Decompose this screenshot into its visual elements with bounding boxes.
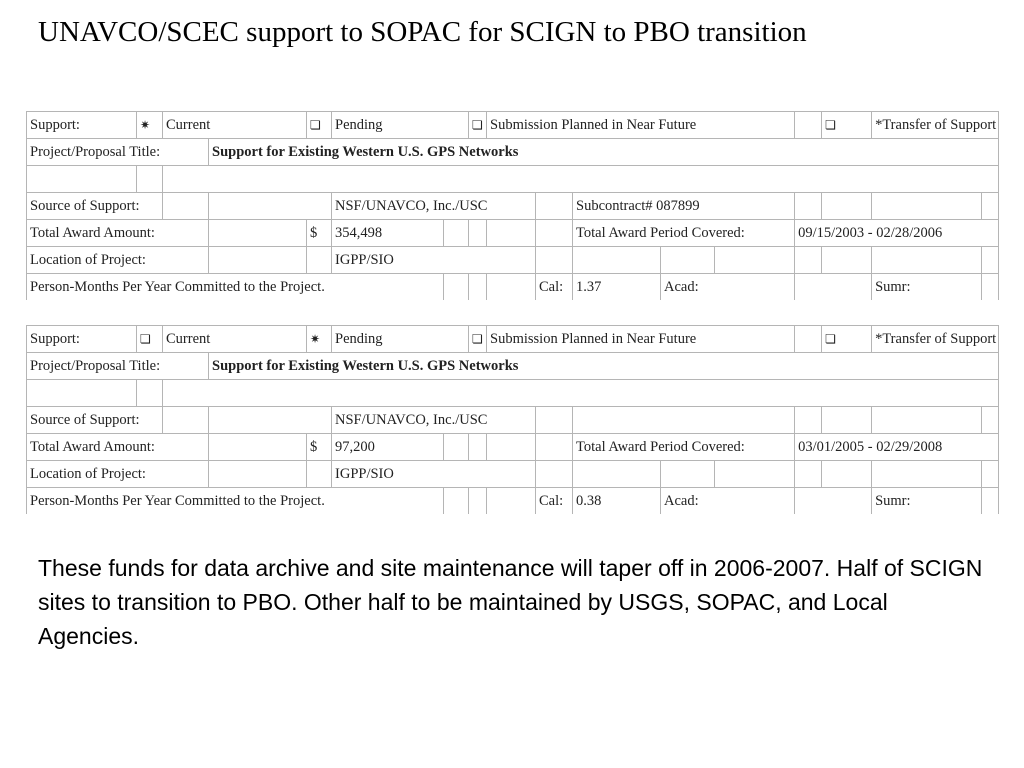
source-row	[27, 407, 999, 434]
pending-option: Pending	[332, 112, 469, 139]
amount-value: 97,200	[332, 434, 444, 461]
support-row	[27, 326, 999, 353]
current-checkbox-icon[interactable]: ❏	[140, 331, 151, 346]
person-months-row	[27, 274, 999, 301]
period-label: Total Award Period Covered:	[573, 434, 795, 461]
currency-symbol: $	[307, 220, 332, 247]
title-row	[27, 353, 999, 380]
sumr-label: Sumr:	[872, 488, 982, 515]
source-value: NSF/UNAVCO, Inc./USC	[332, 407, 536, 434]
current-checked-icon[interactable]: ✷	[140, 117, 151, 132]
location-row	[27, 247, 999, 274]
title-label: Project/Proposal Title:	[27, 139, 209, 166]
amount-value: 354,498	[332, 220, 444, 247]
pending-option: Pending	[332, 326, 469, 353]
blank-row	[27, 166, 999, 193]
current-option: Current	[163, 112, 307, 139]
title-label: Project/Proposal Title:	[27, 353, 209, 380]
person-months-label: Person-Months Per Year Committed to the Project.	[27, 274, 444, 301]
title-value: Support for Existing Western U.S. GPS Networks	[209, 353, 999, 380]
title-value: Support for Existing Western U.S. GPS Networks	[209, 139, 999, 166]
location-label: Location of Project:	[27, 247, 209, 274]
transfer-checkbox-icon[interactable]: ❏	[825, 117, 836, 132]
title-row	[27, 139, 999, 166]
source-label: Source of Support:	[27, 407, 163, 434]
period-value: 03/01/2005 - 02/29/2008	[795, 434, 999, 461]
transfer-checkbox-icon[interactable]: ❏	[825, 331, 836, 346]
person-months-label: Person-Months Per Year Committed to the Project.	[27, 488, 444, 515]
slide-title: UNAVCO/SCEC support to SOPAC for SCIGN to PBO transition	[38, 16, 807, 48]
pending-checked-icon[interactable]: ✷	[310, 331, 321, 346]
support-label: Support:	[27, 112, 137, 139]
planned-option: Submission Planned in Near Future	[487, 326, 795, 353]
amount-row	[27, 434, 999, 461]
currency-symbol: $	[307, 434, 332, 461]
subcontract-number: Subcontract# 087899	[573, 193, 795, 220]
planned-checkbox-icon[interactable]: ❏	[472, 331, 483, 346]
planned-option: Submission Planned in Near Future	[487, 112, 795, 139]
acad-label: Acad:	[661, 274, 795, 301]
transfer-option: *Transfer of Support	[872, 326, 999, 353]
location-row	[27, 461, 999, 488]
amount-label: Total Award Amount:	[27, 220, 209, 247]
support-form-pending	[26, 325, 998, 514]
acad-label: Acad:	[661, 488, 795, 515]
cal-value: 0.38	[573, 488, 661, 515]
cal-value: 1.37	[573, 274, 661, 301]
cal-label: Cal:	[536, 488, 573, 515]
source-label: Source of Support:	[27, 193, 163, 220]
location-label: Location of Project:	[27, 461, 209, 488]
cal-label: Cal:	[536, 274, 573, 301]
pending-checkbox-icon[interactable]: ❏	[310, 117, 321, 132]
period-label: Total Award Period Covered:	[573, 220, 795, 247]
location-value: IGPP/SIO	[332, 247, 536, 274]
subcontract-number	[573, 407, 795, 434]
slide-body-text: These funds for data archive and site maintenance will taper off in 2006-2007. Half of SCIGN sites to transition to PBO. Other half to be maintained by USGS, SOPAC, and Local Agencies.	[38, 555, 983, 649]
blank-row	[27, 380, 999, 407]
source-row	[27, 193, 999, 220]
person-months-row	[27, 488, 999, 515]
source-value: NSF/UNAVCO, Inc./USC	[332, 193, 536, 220]
support-form-current	[26, 111, 998, 300]
amount-label: Total Award Amount:	[27, 434, 209, 461]
current-option: Current	[163, 326, 307, 353]
transfer-option: *Transfer of Support	[872, 112, 999, 139]
amount-row	[27, 220, 999, 247]
location-value: IGPP/SIO	[332, 461, 536, 488]
sumr-label: Sumr:	[872, 274, 982, 301]
planned-checkbox-icon[interactable]: ❏	[472, 117, 483, 132]
period-value: 09/15/2003 - 02/28/2006	[795, 220, 999, 247]
support-label: Support:	[27, 326, 137, 353]
support-row	[27, 112, 999, 139]
